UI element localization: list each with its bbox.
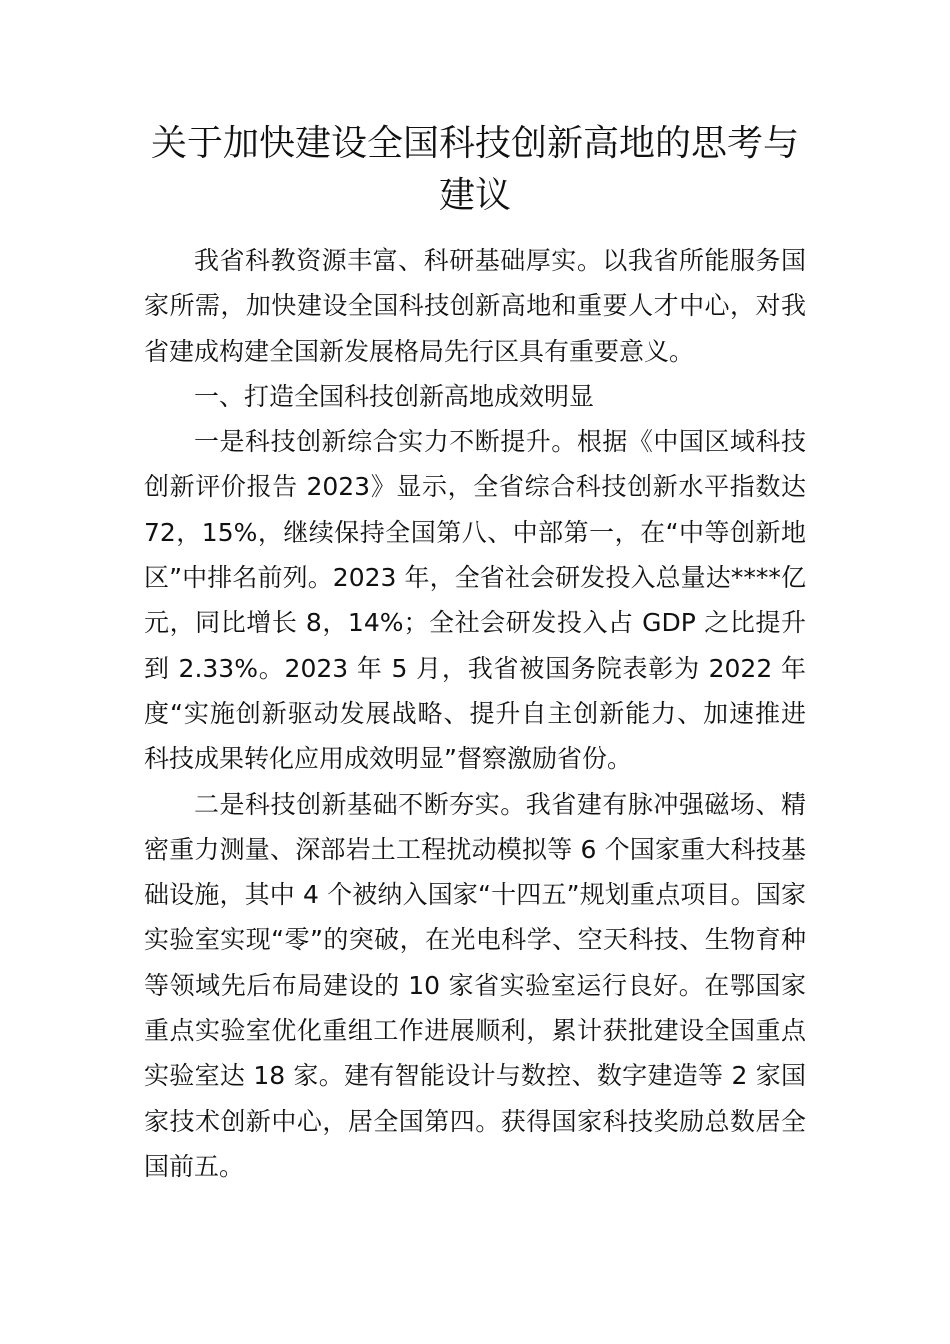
section-heading-1: 一、打造全国科技创新高地成效明显	[194, 381, 595, 411]
document-body	[144, 238, 806, 1189]
paragraph-point-1: 一是科技创新综合实力不断提升。根据《中国区域科技创新评价报告 2023》显示，全省综合科技创新水平指数达 72，15%，继续保持全国第八、中部第一，在“中等创新地区”中排名前列。2023 年，全省社会研发投入总量达****亿元，同比增长 8，14%；全社会研发投入占 GDP 之比提升到 2.33%。2023 年 5 月，我省被国务院表彰为 2022 年度“实施创新驱动发展战略、提升自主创新能力、加速推进科技成果转化应用成效明显”督察激励省份。	[144, 427, 806, 774]
paragraph-point-2: 二是科技创新基础不断夯实。我省建有脉冲强磁场、精密重力测量、深部岩土工程扰动模拟等 6 个国家重大科技基础设施，其中 4 个被纳入国家“十四五”规划重点项目。国家实验室实现“零”的突破，在光电科学、空天科技、生物育种等领域先后布局建设的 10 家省实验室运行良好。在鄂国家重点实验室优化重组工作进展顺利，累计获批建设全国重点实验室达 18 家。建有智能设计与数控、数字建造等 2 家国家技术创新中心，居全国第四。获得国家科技奖励总数居全国前五。	[144, 789, 806, 1181]
document-title: 关于加快建设全国科技创新高地的思考与建议	[150, 123, 799, 216]
paragraph-intro: 我省科教资源丰富、科研基础厚实。以我省所能服务国家所需，加快建设全国科技创新高地和重要人才中心，对我省建成构建全国新发展格局先行区具有重要意义。	[144, 246, 806, 366]
